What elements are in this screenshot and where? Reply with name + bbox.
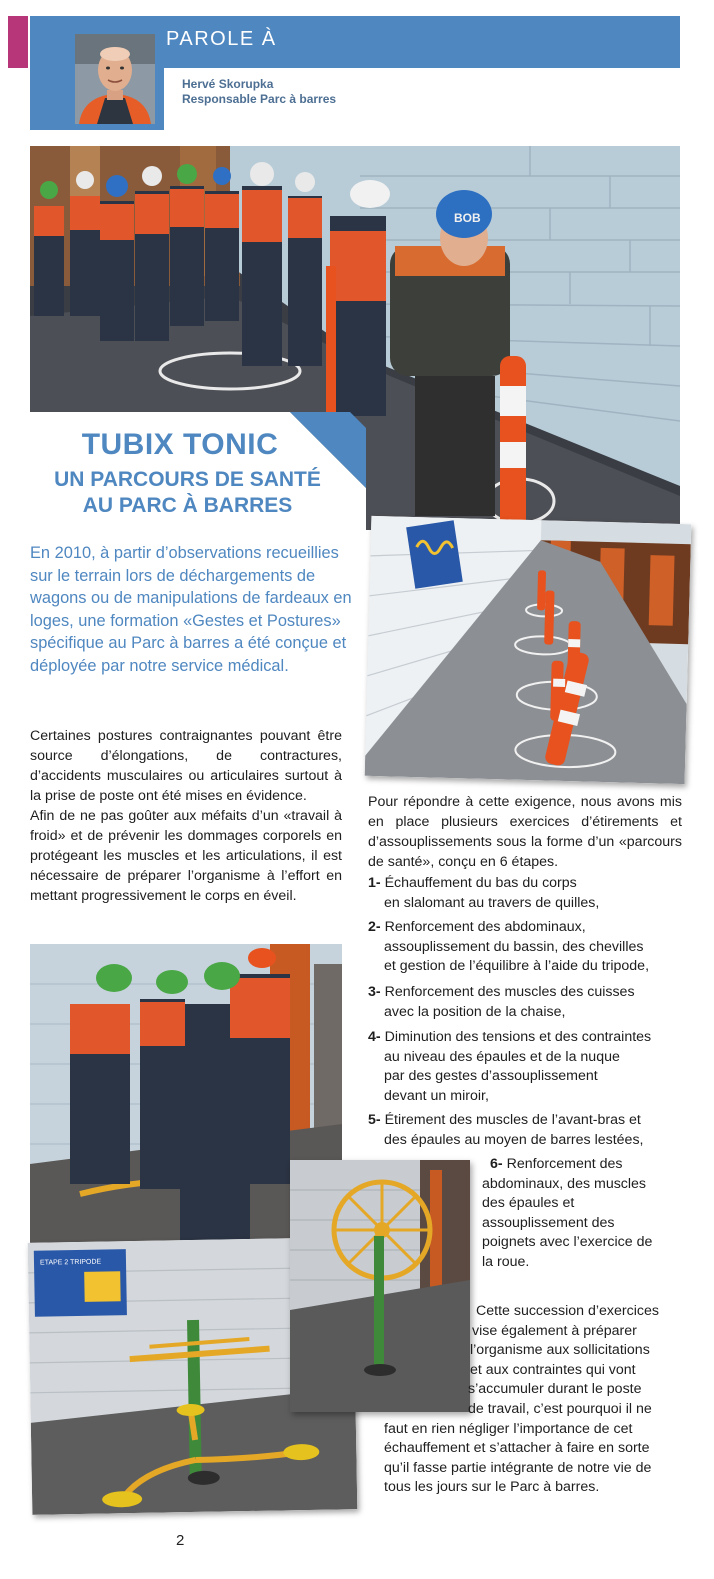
article-subtitle-line1: UN PARCOURS DE SANTÉ	[54, 468, 321, 491]
paragraph-prevention: Afin de ne pas goûter aux méfaits d’un «travail à froid» et de prévenir les dommages corporels en protégeant les muscles et les articulations, il est nécessaire de préparer l’organisme à l’effort en mettant progressivement le corps en éveil.	[30, 808, 342, 904]
step-4: 4- Diminution des tensions et des contraintes au niveau des épaules et de la nuque par des gestes d’assouplissement devant un miroir,	[368, 1029, 652, 1104]
step-5: 5- Étirement des muscles de l’avant-bras et des épaules au moyen de barres lestées,	[368, 1112, 644, 1148]
paragraph-postures: Certaines postures contraignantes pouvant être source d’élongations, de contractures, d’accidents musculaires ou articulaires surtout à la prise de poste ont été mises en évidence.	[30, 728, 342, 804]
closing-paragraph: Cette succession d’exercices vise également à préparer l’organisme aux sollicitations et aux contraintes qui vont s’accumuler durant le poste de travail, c’est pourquoi il ne faut en rien négliger l’importance de cet échauffement et s’attacher à faire en sorte qu’il fasse partie intégrante de notre vie de tous les jours sur le Parc à barres.	[384, 1303, 659, 1496]
article-subtitle-line2: AU PARC À BARRES	[82, 494, 293, 517]
article-title: TUBIX TONIC	[81, 428, 279, 461]
section-title: PAROLE À	[166, 28, 277, 50]
step-3: 3- Renforcement des muscles des cuisses avec la position de la chaise,	[368, 984, 635, 1020]
step-6: 6- Renforcement des abdominaux, des muscles des épaules et assouplissement des poignets avec l’exercice de la roue.	[482, 1156, 653, 1270]
photo-slalom-course	[365, 516, 692, 784]
page-number: 2	[176, 1532, 185, 1549]
helmet-label: BOB	[454, 211, 481, 225]
author-portrait	[75, 34, 155, 124]
paragraph-course: Pour répondre à cette exigence, nous avons mis en place plusieurs exercices d’étirements et d’assouplissements sous la forme d’un «parcours de santé», conçu en 6 étapes.	[368, 794, 682, 870]
author-role: Responsable Parc à barres	[182, 92, 337, 106]
step-2: 2- Renforcement des abdominaux, assouplissement du bassin, des chevilles et gestion de l’équilibre à l’aide du tripode,	[368, 919, 650, 974]
header-accent-bar	[8, 16, 28, 68]
author-name: Hervé Skorupka	[182, 77, 274, 91]
tripod-sign-label: ETAPE 2 TRIPODE	[39, 1258, 102, 1267]
article-intro: En 2010, à partir d’observations recueillies sur le terrain lors de déchargements de wagons ou de manipulations de fardeaux en loges, une formation «Gestes et Postures» spécifique au Parc à barres a été conçue et déployée par notre service médical.	[30, 544, 352, 675]
step-1: 1- Échauffement du bas du corps en slalomant au travers de quilles,	[368, 875, 600, 911]
